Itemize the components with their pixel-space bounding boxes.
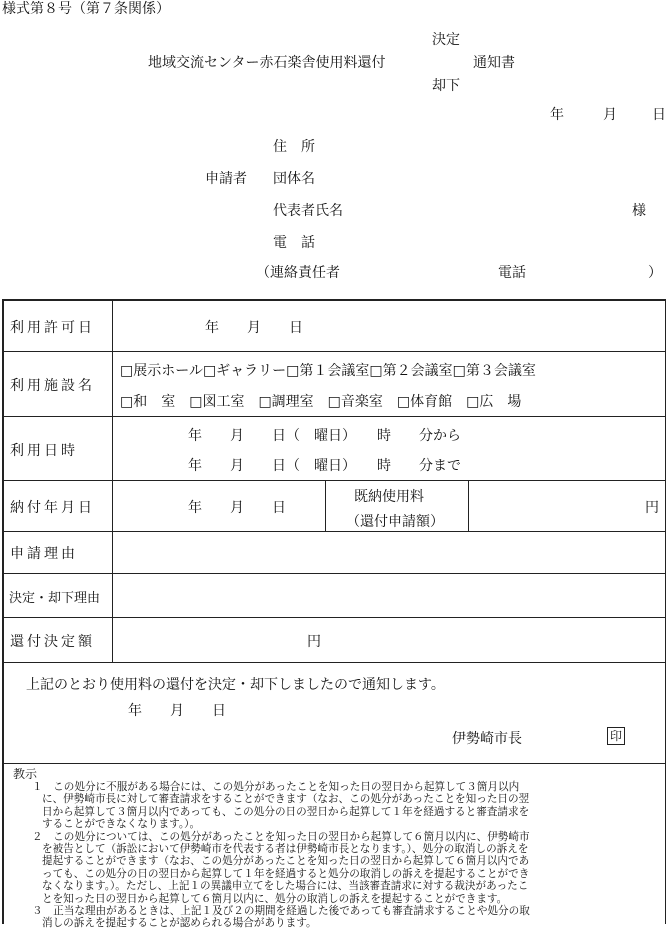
instructions-heading: 教示 — [13, 767, 38, 781]
instruction-line: とを知った日の翌日から起算して６箇月以内に、処分の取消しの訴えを提起することができます。 — [42, 892, 508, 905]
address-label: 住 所 — [273, 139, 315, 155]
notice-message: 上記のとおり使用料の還付を決定・却下しましたので通知します。 — [26, 677, 445, 693]
facility-options-row1: □展示ホール□ギャラリー□第１会議室□第２会議室□第３会議室 — [120, 363, 536, 379]
date-month: 月 — [603, 107, 617, 123]
instruction-line: することができなくなります。）。 — [42, 818, 201, 831]
datetime-to: 年 月 日（ 曜日） 時 分まで — [188, 458, 461, 474]
refund-amount-yen: 円 — [307, 634, 321, 650]
notice-date: 年 月 日 — [128, 703, 226, 719]
application-reason-label: 申請理由 — [10, 546, 78, 562]
payment-date-label: 納付年月日 — [10, 500, 95, 516]
permit-date-value: 年 月 日 — [205, 320, 303, 336]
mayor-title: 伊勢崎市長 — [452, 731, 522, 747]
instruction-line: ３ 正当な理由があるときは、上記１及び２の期間を経過した後であっても審査請求することや処分の取 — [32, 905, 530, 917]
instruction-line: 日から起算して３箇月以内であっても、この処分の日の翌日から起算して１年を経過すると審査請求を — [42, 805, 530, 818]
title-decide: 決定 — [432, 32, 460, 48]
phone-label: 電 話 — [273, 235, 315, 251]
decision-reason-label: 決定・却下理由 — [9, 591, 101, 606]
refund-request-amount-label: （還付申請額） — [346, 514, 444, 530]
group-name-label: 団体名 — [273, 171, 315, 187]
title-notice: 通知書 — [473, 55, 515, 71]
contact-close: ） — [648, 265, 662, 281]
honorific: 様 — [632, 203, 646, 219]
instruction-line: ２ この処分については、この処分があったことを知った日の翌日から起算して６箇月以内に、伊勢崎市 — [32, 830, 530, 843]
permit-date-label: 利用許可日 — [10, 320, 95, 336]
facility-options-row2: □和 室 □図工室 □調理室 □音楽室 □体育館 □広 場 — [120, 394, 522, 410]
document-title: 地域交流センター赤石楽舎使用料還付 — [148, 55, 386, 71]
date-year: 年 — [550, 107, 564, 123]
representative-label: 代表者氏名 — [273, 203, 343, 219]
paid-fee-label: 既納使用料 — [354, 489, 424, 505]
date-day: 日 — [652, 107, 666, 123]
contact-person-open: （連絡責任者 — [256, 265, 340, 281]
refund-amount-label: 還付決定額 — [10, 634, 95, 650]
instruction-line: なくなります。）。ただし、上記１の異議申立てをした場合には、当該審査請求に対する裁決があったこ — [42, 880, 529, 893]
contact-phone-label: 電話 — [498, 265, 526, 281]
seal-mark: 印 — [607, 727, 625, 745]
facility-label: 利用施設名 — [10, 378, 95, 394]
payment-date-value: 年 月 日 — [188, 500, 286, 516]
form-number: 様式第８号（第７条関係） — [2, 1, 170, 17]
datetime-from: 年 月 日（ 曜日） 時 分から — [188, 428, 461, 444]
datetime-label: 利用日時 — [10, 443, 78, 459]
instruction-line: に、伊勢崎市長に対して審査請求をすることができます（なお、この処分があったことを知った日の翌 — [42, 793, 530, 806]
instruction-line: 消しの訴えを提起することが認められる場合があります。 — [42, 917, 317, 930]
instruction-line: 提起することができます（なお、この処分があったことを知った日の翌日から起算して６箇月以内であ — [42, 855, 530, 868]
title-reject: 却下 — [432, 78, 460, 94]
instruction-line: を被告として（訴訟において伊勢崎市を代表する者は伊勢崎市長となります。）、処分の取消しの訴えを — [42, 843, 529, 855]
instruction-line: １ この処分に不服がある場合には、この処分があったことを知った日の翌日から起算して３箇月以内 — [32, 781, 520, 793]
applicant-label: 申請者 — [205, 171, 247, 187]
paid-fee-yen: 円 — [645, 500, 659, 516]
instruction-line: っても、この処分の日の翌日から起算して１年を経過すると処分の取消しの訴えを提起することができ — [42, 867, 530, 880]
